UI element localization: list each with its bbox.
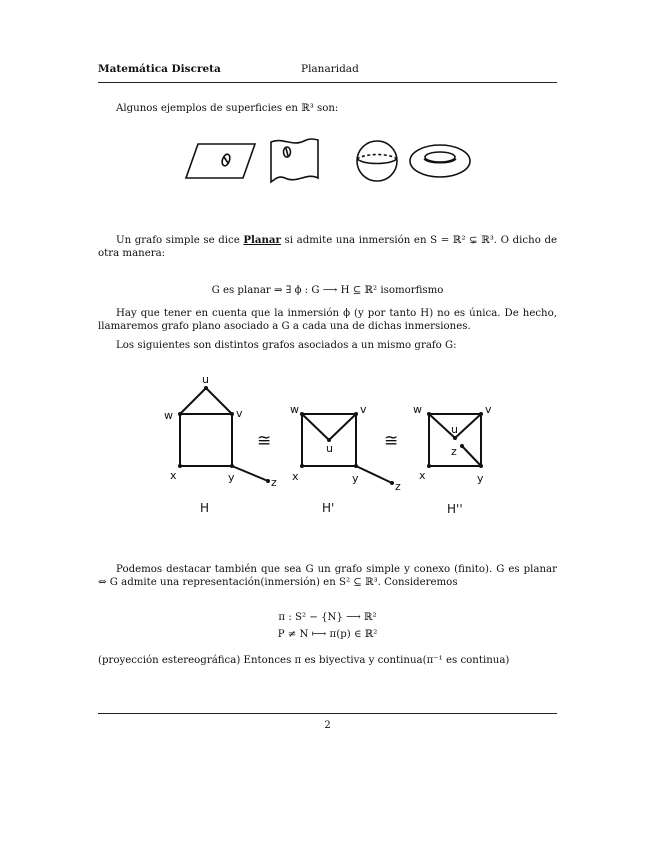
closing-paragraph: (proyección estereográfica) Entonces π es biyectiva y continua(π⁻¹ es continua) bbox=[98, 655, 510, 666]
vertex-label-v: v bbox=[360, 403, 367, 416]
vertex-label-w: w bbox=[290, 403, 299, 416]
vertex-label-y: y bbox=[228, 471, 235, 484]
graph-name-h-double-prime: H'' bbox=[447, 502, 463, 516]
graph-h-edges bbox=[180, 388, 268, 481]
graph-name-h: H bbox=[200, 501, 210, 515]
iso-symbol: ≅ bbox=[384, 431, 399, 451]
graph-name-h-prime: H' bbox=[322, 501, 335, 515]
vertex-label-y: y bbox=[477, 472, 484, 485]
graph-h-prime-edges bbox=[302, 414, 392, 483]
page-number: 2 bbox=[324, 720, 331, 731]
definition-paragraph: Un grafo simple se dice Planar si admite una inmersión en S = ℝ² ⊊ ℝ³. O dicho de otra manera: bbox=[98, 234, 558, 259]
vertex-label-z: z bbox=[451, 445, 457, 458]
vertex-label-u: u bbox=[326, 442, 333, 455]
vertex-label-w: w bbox=[413, 403, 422, 416]
iso-symbol: ≅ bbox=[257, 431, 272, 451]
vertex-label-z: z bbox=[271, 476, 277, 489]
vertex-label-v: v bbox=[485, 403, 492, 416]
vertex-label-x: x bbox=[419, 469, 426, 482]
vertex-label-u: u bbox=[451, 423, 458, 436]
vertex-label-x: x bbox=[170, 469, 177, 482]
note-uniqueness: Hay que tener en cuenta que la inmersión ϕ (y por tanto H) no es única. De hecho, llamaremos grafo plano asociado a G a cada una de dichas inmersiones. bbox=[98, 308, 557, 332]
vertex-label-z: z bbox=[395, 480, 401, 493]
paragraph-connected: Podemos destacar también que sea G un grafo simple y conexo (finito). G es planar ⇔ G admite una representación(inmersión) en S² ⊆ ℝ³. Consideremos bbox=[98, 564, 557, 588]
vertex-label-u: u bbox=[202, 373, 209, 386]
formula-planar: G es planar ⇒ ∃ ϕ : G ⟶ H ⊆ ℝ² isomorfismo bbox=[211, 285, 444, 296]
vertex-label-y: y bbox=[352, 472, 359, 485]
term-planar: Planar bbox=[243, 234, 281, 246]
intro-text: Algunos ejemplos de superficies en ℝ³ son: bbox=[116, 103, 339, 114]
footer-rule bbox=[98, 713, 557, 714]
graphs-intro: Los siguientes son distintos grafos asociados a un mismo grafo G: bbox=[116, 340, 457, 351]
vertex-label-v: v bbox=[236, 407, 243, 420]
vertex-label-w: w bbox=[164, 409, 173, 422]
formula-pi-line-1: π : S² − {N} ⟶ ℝ² bbox=[278, 612, 377, 623]
header-course: Matemática Discreta bbox=[98, 63, 221, 75]
vertex-label-x: x bbox=[292, 470, 299, 483]
header-topic: Planaridad bbox=[301, 63, 359, 75]
formula-pi-line-2: P ≠ N ⟼ π(p) ∈ ℝ² bbox=[277, 629, 378, 640]
